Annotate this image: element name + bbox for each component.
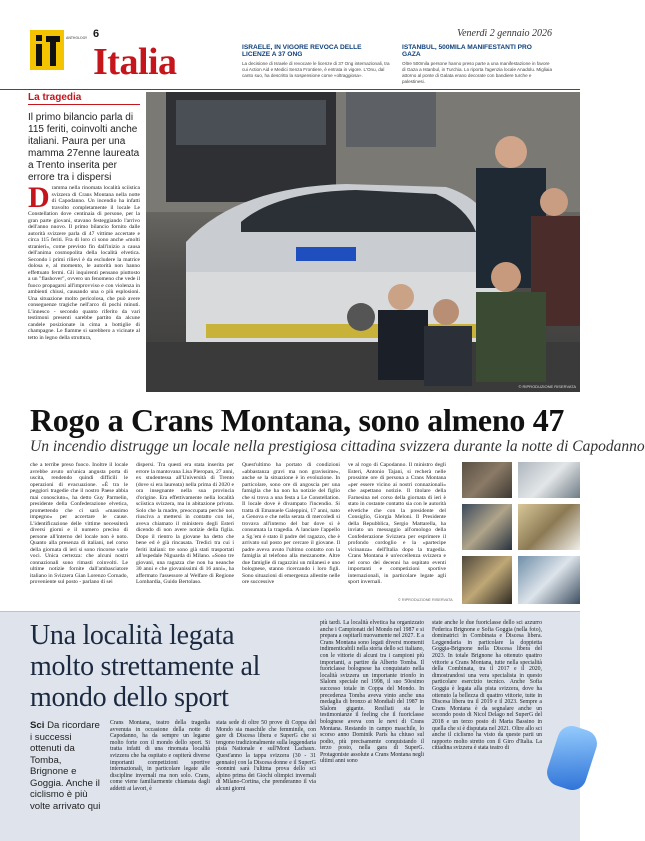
article-column: che a terribe preso fuoco. Inoltre il locale avrebbe avuto un'unica angusta porta di uscita, rendendo quindi difficili le operazioni di evacuazione. «È tra le peggiori tragedie che il nostro Paese abbia mai conosciuto», ha detto Guy Parmelin, presidente della Confederazione elvetica, promettendo che ci sarà «massimo impegno» per accertare le cause. L'identificazione delle vittime necessiterà diversi giorni e il numero preciso di persone all'interno del locale non è noto. Quanto alla presenza di italiani, nel corso della giornata di ieri si sono rincorse varie voci. Unica certezza: che alcuni nostri connazionali sono rimasti coinvolti. Le ultime notizie fornite dall'ambasciatore italiano in Svizzera Gian Lorenzo Cornado, proveniente sul posto - parlano di sei [30, 462, 128, 585]
article-column: dispersi. Tra questi era stata inserita per errore la mantovana Lisa Pieropan, 27 anni, ex studentessa all'Università di Trento (dove si era laureata) nella prima di 2020 e ora insegnante nella sua provincia d'origine. Era effettivamente nella località sciistica svizzera, ma in abitazione privata. Solo che la madre, preoccupata perché non riusciva a mettersi in contatto con lei, aveva chiamato il ministero degli Esteri dicendo di non avere notizie della figlia. Dopo il rientro la giovane ha detto che bene ed è già rincasata. Tredici tra cui i feriti italiani: tre sono già stati trasportati all'ospedale Niguarda di Milano. «Sono tre giovani, una ragazza che non ha neanche 30 anni e che giovanissimi di 16 anni», ha affermato l'assessore al Welfare di Regione Lombardia, Guido Bertolaso. [136, 462, 234, 585]
gallery-photo[interactable] [518, 504, 580, 550]
gallery-photo[interactable] [518, 556, 580, 604]
article-intro: Il primo bilancio parla di 115 feriti, coinvolti anche italiani. Paura per una mamma 27enne laureata a Trento inserita per errore tra i dispersi [28, 112, 140, 183]
sidebar-title: Una località legata molto strettamente al mondo dello sport [30, 620, 261, 713]
article-column: Quest'ultimo ha portato di condizioni «abbastanza gravi ma non gravissime», anche se la situazione è in evoluzione. In particolare, sono ore di angoscia per una famiglia che ha non ha notizie del figlio che si trova a una festa a Le Constellation. Il locale dove è divampato l'incendio. Si tratta di Emanuele Galeppini, 17 anni, nato a Genova e che nella serata di mercoledì si trovava all'interno del bar dove si è consumata la tragedia. A lanciare l'appello a Sg.'em è stato il padre del ragazzo, che è arrivato sul posto per cercare il giovane. Il padre aveva avuto l'ultimo contatto con la famiglia al telefono alla mezzanotte. Altre due famiglie di ragazzini un milanesi e uno bolognese, stanno ricercando i loro figli. Sono situazioni di emergenza allestite nelle ore successive [242, 462, 340, 585]
issue-date: Venerdì 2 gennaio 2026 [457, 28, 552, 39]
sidebar-column: Crans Montana, teatro della tragedia avvenuta in occasione della notte di Capodanno, ha da sempre un legame molto forte con il mondo dello sport. Si tratta infatti di una rinomata località svizzera che ha ospitato e ospiterà diverse importanti competizioni sportive internazionali, in particolare legate alle discipline invernali ma non solo. Crans, come viene familiarmente chiamata dagli addetti ai lavori, è [110, 720, 210, 792]
brief-text: Oltre 500mila persone hanno preso parte a una manifestazione in favore di Gaza a Istanbul, in Turchia. Lo riporta l'agenzia locale Anadolu. Migliaia attorno al ponte di Galata erano decorate con bandiere turche e palestinesi. [402, 61, 553, 84]
article-headline: Rogo a Crans Montana, sono almeno 47 [30, 402, 565, 438]
sidebar-intro-text: Da ricordare i successi ottenuti da Tomba, Brignone e Goggia. Anche il ciclismo è più volte arrivato qui [30, 720, 101, 812]
article-column: ve al rogo di Capodanno. Il ministro degli Esteri, Antonio Tajani, si recherà nelle prossime ore di persona a Crans Montana «per essere vicino ai nostri connazionali» che aspettano notizie. Il titolare della Farnesina nel corso della giornata di ieri è stato in costante contatto sia con le autorità elvetiche che con la presidente del Consiglio, Giorgia Meloni. Il Presidente della Repubblica, Sergio Mattarella, ha inviato un messaggio all'omologo della Confederazione Svizzera per esprimere il profondo cordoglio e la «partecipe vicinanza» dell'Italia dopo la tragedia. Crans Montana è un'eccellenza svizzera e nel corso dei decenni ha ospitato eventi importanti e competizioni sportive internazionali, in particolare legate agli sport invernali. [348, 462, 446, 585]
gallery-photo[interactable] [518, 462, 580, 498]
news-brief[interactable] [242, 44, 390, 79]
article-column-lead [28, 181, 140, 393]
brief-text: La decisione di Israele di revocare le licenze di 37 Ong internazionali, tra cui Action Aid e Medici Senza Frontiere, è entrata in vigore. L'Onu, dal canto suo, ha descritto la sospensione come «oltraggiosa». [242, 61, 390, 78]
gallery-credit: © RIPRODUZIONE RISERVATA [398, 598, 453, 602]
sidebar-intro-label: Sci [30, 720, 45, 731]
sidebar-column: state anche le due fuoriclasse dello sci azzurro Federica Brignone e Sofia Goggia (nella foto), dominatrici in Combinata e Discesa libera. Leggendaria in particolare la doppietta Goggia-Brignone nella Discesa libera del 2023. In totale Brignone ha ottenuto quattro vittorie a Crans Montana, tutte nella specialità della Combinata, tra il 2017 e il 2020, dimostrandosi una vera specialista in questo particolare esercizio tecnico. Anche Sofia Goggia è legata alla pista svizzera, dove ha ottenuto la bellezza di quattro vittorie, tutte in Discesa libera tra il 2019 e il 2023. Sempre a Crans Montana è da segnalare anche un secondo posto di Nicol Delago nel SuperG del 2018 e un terzo posto di Marta Bassino in quella che si è disputata nel 2021. Oltre allo sci anche il ciclismo ha visto da queste parti un rapporto molto stretto con il Giro d'Italia. La cittadina svizzera è stata teatro di [432, 620, 542, 752]
brief-title: ISTANBUL, 500MILA MANIFESTANTI PRO GAZA [402, 44, 532, 58]
section-title: Italia [93, 41, 177, 83]
divider [28, 104, 140, 105]
logo-text: ANTHOLOGY [66, 36, 88, 40]
gallery-photo[interactable] [462, 462, 512, 498]
brief-title: ISRAELE, IN VIGORE REVOCA DELLE LICENZE A 37 ONG [242, 44, 362, 58]
police-scene-illustration [146, 92, 580, 392]
gallery-photo[interactable] [462, 504, 512, 550]
article-subheadline: Un incendio distrugge un locale nella prestigiosa cittadina svizzera durante la notte di Capodanno [30, 438, 645, 455]
sidebar-box [0, 611, 580, 841]
newspaper-logo-icon [30, 30, 64, 70]
photo-credit: © RIPRODUZIONE RISERVATA [518, 384, 576, 389]
lead-text: ramma nella rinomata località sciistica svizzera di Crans Montana nella notte di Capodanno. Un incendio ha infatti travolto completamente il locale Le Constellation dove centinaia di persone, per la gran parte giovani, stavano festeggiando l'arrivo dell'anno nuovo. Il primo bilancio fornito dalle autorità svizzere parla di 47 vittime accertate e circa 115 feriti. Fra di loro ci sono anche «molti stranieri», come previsto fin dall'inizio a causa dell'anima cosmopolita della località elvetica. Secondo i primi rilievi è da escludere la matrice dolosa e, al momento, le autorità non hanno effettuato fermi. Gli inquirenti pensano piuttosto a un "flashover", ovvero un fenomeno che vede il fuoco propagarsi all'improvviso e con violenza in ambienti chiusi, causando una o più esplosioni. Una situazione molto pericolosa, che può avere conseguenze tragiche nell'arco di pochi minuti. L'innesco - secondo quanto riferito da vari testimoni presenti sarebbe partito da alcune candele posizionate in cima a bottiglie di champagne. Le fiamme si sarebbero a vicinate al tetto in legno della struttura, [28, 185, 140, 341]
news-brief[interactable] [402, 44, 552, 85]
page-header [0, 0, 580, 90]
skier-photo-cutout [543, 722, 600, 793]
gallery-photo[interactable] [462, 556, 512, 604]
article-tag: La tragedia [28, 92, 82, 103]
main-photo [146, 92, 580, 392]
sidebar-intro [30, 720, 102, 812]
drop-cap: D [28, 181, 50, 214]
sidebar-column: più tardi. La località elvetica ha organizzato anche i Campionati del Mondo nel 1987 e si prepara a ospitarli nuovamente nel 2027. E a Crans Montana sono legati diversi momenti indimenticabili nella storia dello sci italiano, con le vittorie di alcuni tra i campioni più importanti, a partire da Alberto Tomba. Il fuoriclasse bolognese ha conquistato nella località svizzera un importante trionfo in Slalom speciale nel 1998, il suo 50esimo successo totale in Coppa del Mondo. In precedenza Tomba aveva vinto anche una medaglia di bronzo ai Mondiali del 1987 in Slalom gigante. Resiliati sia le testimonianze il feeling che il fuoriclasse bolognese aveva con le nevi di Crans Montana. Restando in campo maschile, lo scorso anno Dominik Paris ha chiuso sul podio, più precisamente conquistando il terzo posto, nella gara di SuperG. Protagoniste assolute a Crans Montana negli ultimi anni sono [320, 620, 424, 765]
page-number: 6 [93, 28, 100, 40]
photo-gallery [456, 462, 580, 604]
sidebar-column: stata sede di oltre 50 prove di Coppa del Mondo sia maschile che femminile, con gare di Discesa libera e SuperG che si tengono tradizionalmente sulla leggendaria pista Nationale e sull'Mont Lachaux. Quest'anno la tappa svizzera (30 - 31 gennaio) con la Discesa donne e il SuperG -nonnini sarà l'ultima prova dello sci alpino prima dei Giochi olimpici invernali di Milano-Cortina, che prenderanno il via alcuni giorni [216, 720, 316, 792]
